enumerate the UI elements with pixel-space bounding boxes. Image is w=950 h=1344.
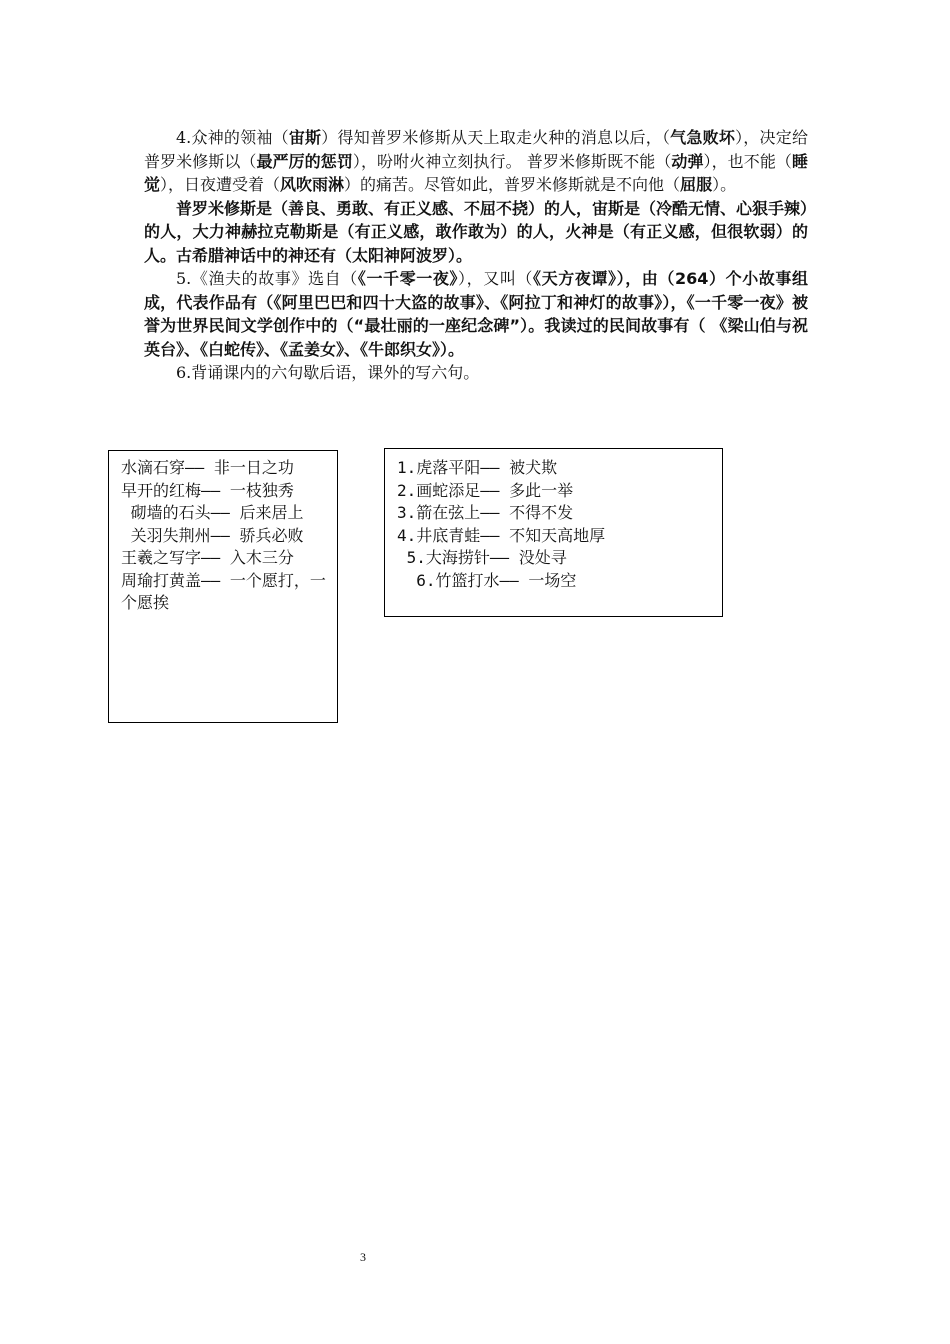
xiehouyu-line: 水滴石穿—— 非一日之功: [121, 458, 294, 477]
xiehouyu-line: 5.大海捞针—— 没处寻: [397, 548, 567, 567]
answer-text: 睡觉: [144, 151, 808, 194]
question-text: ），决定给普罗米修斯以（: [144, 128, 808, 171]
paragraph-5: [144, 267, 808, 361]
answer-text: 《天方夜谭》），由（264）个小故事组成，代表作品有（《阿里巴巴和四十大盗的故事》、《阿拉丁和神灯的故事》），《一千零一夜》被誉为世界民间文学创作中的（“最壮丽的一座纪念碑”）。我读过的民间故事有（ 《梁山伯与祝英台》、《白蛇传》、《孟姜女》、《牛郎织女》）。: [144, 269, 808, 359]
xiehouyu-line: 王羲之写字—— 入木三分: [121, 548, 294, 567]
in-class-xiehouyu-box: [108, 450, 338, 723]
question-text: ），又叫（: [458, 269, 534, 288]
answer-text: 气急败坏: [670, 128, 736, 147]
paragraph-4: [144, 126, 808, 197]
answer-text: 动弹: [671, 151, 704, 171]
answer-text: 最严厉的惩罚: [256, 151, 353, 171]
question-text: ），日夜遭受着（: [160, 175, 281, 194]
xiehouyu-line: 1.虎落平阳—— 被犬欺: [397, 458, 558, 477]
xiehouyu-line: 3.箭在弦上—— 不得不发: [397, 503, 574, 522]
question-text: ），吩咐火神立刻执行。 普罗米修斯既不能（: [352, 151, 672, 171]
xiehouyu-line: 4.井底青蛙—— 不知天高地厚: [397, 525, 606, 545]
answer-text: 《一千零一夜》: [357, 269, 459, 288]
answer-text: 宙斯: [288, 128, 322, 147]
xiehouyu-line: 周瑜打黄盖—— 一个愿打，一个愿挨: [121, 570, 326, 612]
answer-text: 屈服: [680, 175, 713, 194]
xiehouyu-line: 早开的红梅—— 一枝独秀: [121, 480, 294, 500]
xiehouyu-line: 2.画蛇添足—— 多此一举: [397, 480, 574, 500]
question-text: 6.背诵课内的六句歇后语，课外的写六句。: [176, 363, 480, 382]
page-number: 3: [360, 1250, 366, 1264]
xiehouyu-line: 6.竹篮打水—— 一场空: [397, 570, 577, 590]
answer-text: 风吹雨淋: [280, 175, 345, 194]
question-text: ）的痛苦。尽管如此，普罗米修斯就是不向他（: [344, 175, 681, 194]
question-text: 4.众神的领袖（: [176, 128, 289, 147]
xiehouyu-line: 关羽失荆州—— 骄兵必败: [121, 525, 304, 545]
question-text: ）得知普罗米修斯从天上取走火种的消息以后，（: [321, 128, 671, 147]
main-text: [144, 126, 808, 385]
extra-xiehouyu-box: [384, 448, 723, 617]
answer-text: 普罗米修斯是（善良、勇敢、有正义感、不屈不挠）的人，宙斯是（冷酷无情、心狠手辣）的人，大力神赫拉克勒斯是（有正义感，敢作敢为）的人，火神是（有正义感，但很软弱）的人。古希腊神话中的神还有（太阳神阿波罗）。: [144, 198, 809, 265]
question-text: ）。: [712, 175, 737, 194]
question-text: 5.《渔夫的故事》选自（: [176, 269, 358, 288]
xiehouyu-line: 砌墙的石头—— 后来居上: [121, 503, 304, 522]
paragraph-summary: [144, 197, 808, 268]
paragraph-6: [144, 361, 808, 385]
question-text: ），也不能（: [703, 151, 792, 171]
